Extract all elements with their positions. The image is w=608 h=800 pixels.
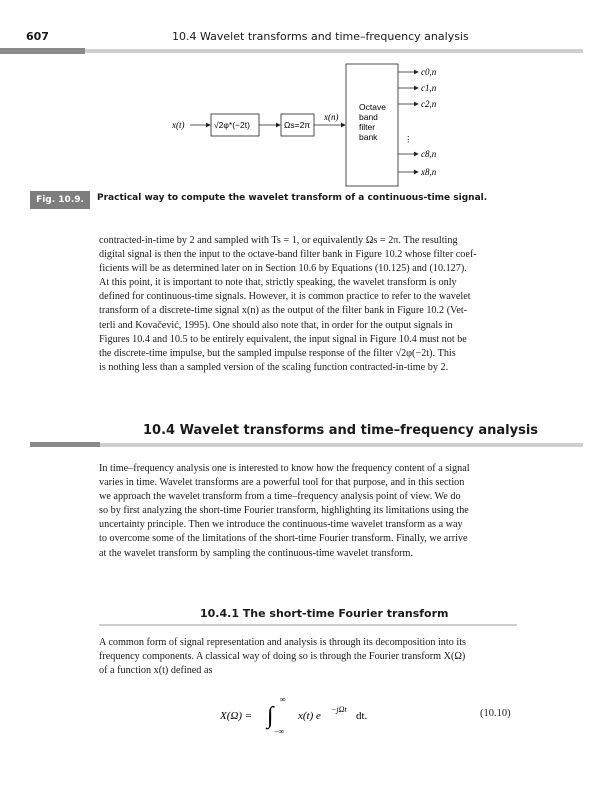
text-line: digital signal is then the input to the octave-band filter bank in Figure 10.2 whose filter coef- <box>99 249 477 261</box>
running-header: 10.4 Wavelet transforms and time–frequency analysis <box>172 30 469 43</box>
section-title: 10.4 Wavelet transforms and time–frequency analysis <box>143 423 539 438</box>
text-line: so by first analyzing the short-time Fourier transform, highlighting its limitations using the <box>99 505 469 517</box>
header-rule-light <box>85 49 583 53</box>
input-label: x(t) <box>172 120 185 130</box>
text-line: transform of a discrete-time signal x(n) as the output of the filter bank in Figure 10.2 (Vet- <box>99 305 468 317</box>
subsection-title: 10.4.1 The short-time Fourier transform <box>200 607 449 620</box>
paragraph-1 <box>99 234 517 375</box>
section-rule-dark <box>30 442 100 447</box>
sampler-label: Ωs=2π <box>284 120 311 130</box>
bank-label-line-4: bank <box>359 132 378 142</box>
paragraph-2 <box>99 462 517 561</box>
output-label-4: c8,n <box>421 149 437 159</box>
bank-label-line-3: filter <box>359 122 376 132</box>
bank-label-line-2: band <box>359 112 378 122</box>
section-rule-light <box>100 443 583 447</box>
integral-upper-limit: ∞ <box>280 695 286 704</box>
text-line: the discrete-time impulse, but the sampled impulse response of the filter √2φ(−2t). This <box>99 347 456 359</box>
text-line: A common form of signal representation and analysis is through its decomposition into its <box>99 637 466 648</box>
integral-lower-limit: −∞ <box>274 727 285 736</box>
subsection-rule <box>99 624 517 626</box>
text-line: of a function x(t) defined as <box>99 665 213 677</box>
paragraph-3 <box>99 636 517 678</box>
output-label-1: c0,n <box>421 67 437 77</box>
text-line: at the wavelet transform by sampling the continuous-time wavelet transform. <box>99 547 414 559</box>
text-line: contracted-in-time by 2 and sampled with Ts = 1, or equivalently Ωs = 2π. The resulting <box>99 235 458 246</box>
text-line: varies in time. Wavelet transforms are a powerful tool for that purpose, and in this section <box>99 477 465 489</box>
text-line: Figures 10.4 and 10.5 to be entirely equivalent, the input signal in Figure 10.4 must not be <box>99 333 467 345</box>
text-line: uncertainty principle. Then we introduce the continuous-time wavelet transform as a way <box>99 519 463 531</box>
output-label-5: x8,n <box>421 167 437 177</box>
equation-number: (10.10) <box>480 708 511 719</box>
figure-label: Fig. 10.9. <box>30 191 90 209</box>
figure-caption: Practical way to compute the wavelet transform of a continuous-time signal. <box>97 193 488 203</box>
equation-differential: dt. <box>356 710 368 722</box>
equation-integrand: x(t) e <box>298 710 321 722</box>
ellipsis: ⋮ <box>404 134 413 144</box>
bank-label-line-1: Octave <box>359 102 386 112</box>
text-line: frequency components. A classical way of doing so is through the Fourier transform X(Ω) <box>99 651 466 663</box>
equation-lhs: X(Ω) = <box>220 710 253 722</box>
filter-label: √2φ*(−2t) <box>214 120 250 130</box>
text-line: In time–frequency analysis one is interested to know how the frequency content of a signal <box>99 463 470 474</box>
figure-diagram <box>150 62 450 192</box>
equation-exponent: −jΩt <box>331 705 347 714</box>
sampled-label: x(n) <box>324 112 339 122</box>
text-line: At this point, it is important to note that, strictly speaking, the wavelet transform is only <box>99 277 457 289</box>
output-label-3: c2,n <box>421 99 437 109</box>
header-rule-dark <box>0 48 85 54</box>
text-line: defined for continuous-time signals. However, it is common practice to refer to the wavelet <box>99 291 471 303</box>
equation <box>220 692 390 736</box>
integral-sign: ∫ <box>267 703 274 729</box>
text-line: terli and Kovačević, 1995). One should also note that, in order for the output signals in <box>99 319 453 331</box>
text-line: we approach the wavelet transform from a time–frequency analysis point of view. We do <box>99 491 461 503</box>
text-line: is nothing less than a sampled version of the scaling function contracted-in-time by 2. <box>99 361 449 373</box>
output-label-2: c1,n <box>421 83 437 93</box>
page-number: 607 <box>26 30 49 43</box>
text-line: ficients will be as determined later on in Section 10.6 by Equations (10.125) and (10.127). <box>99 263 467 275</box>
text-line: to overcome some of the limitations of the short-time Fourier transform. Finally, we arrive <box>99 533 468 545</box>
